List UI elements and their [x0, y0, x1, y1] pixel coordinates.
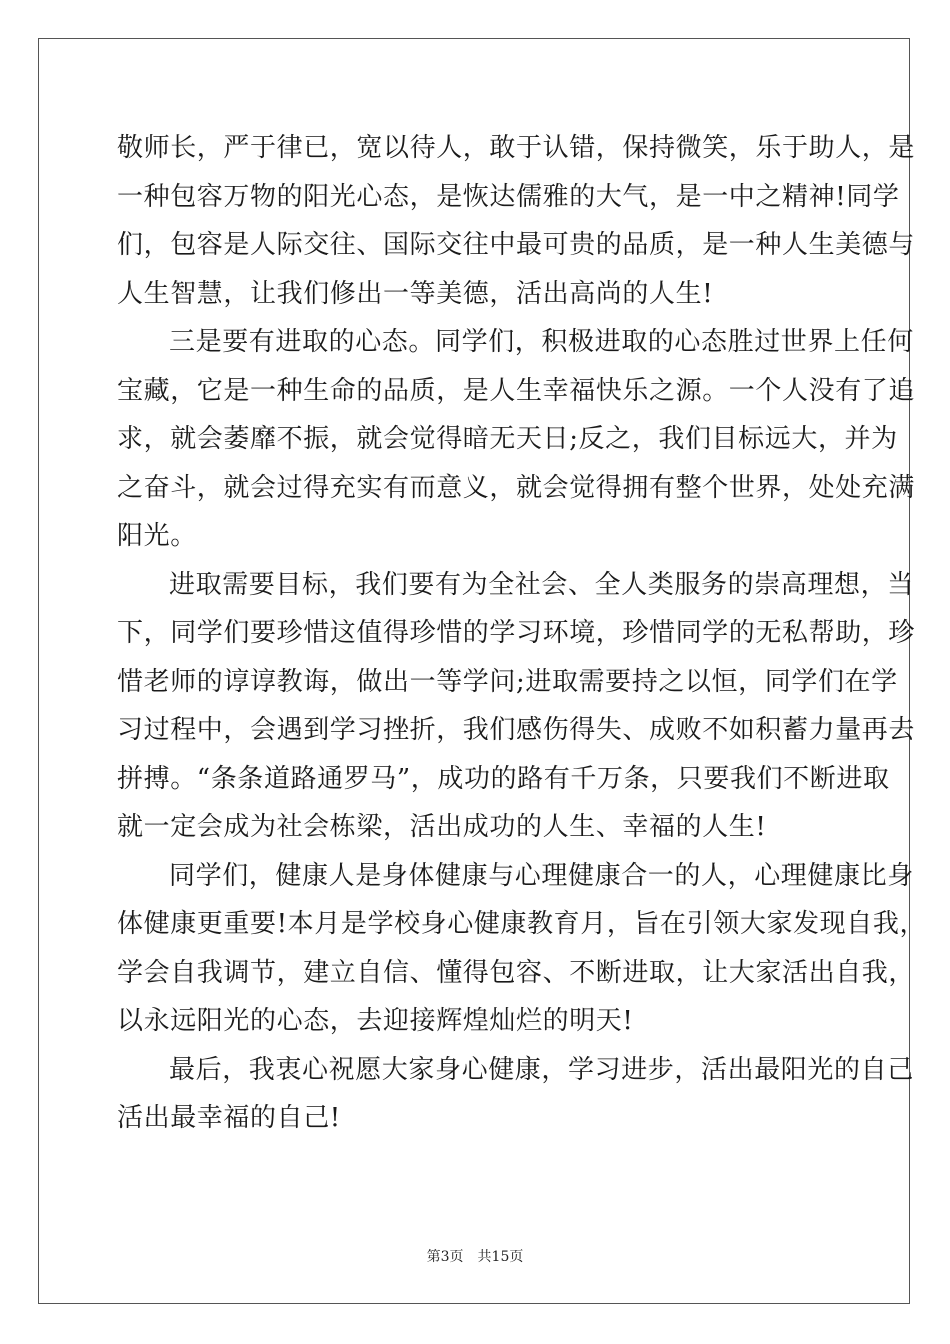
text-line: 习过程中，会遇到学习挫折，我们感伤得失、成败不如积蓄力量再去 — [117, 715, 916, 745]
text-line: 人生智慧，让我们修出一等美德，活出高尚的人生! — [117, 278, 714, 309]
page-number: 第3页 — [426, 1249, 464, 1265]
text-line: 活出最幸福的自己! — [117, 1103, 341, 1133]
paragraph — [117, 318, 916, 561]
text-line: 进取需要目标，我们要有为全社会、全人类服务的崇高理想，当 — [169, 569, 914, 600]
document-body — [117, 124, 927, 1143]
text-line: 宝藏，它是一种生命的品质，是人生幸福快乐之源。一个人没有了追 — [117, 375, 916, 406]
text-line: 阳光。 — [117, 521, 197, 551]
text-line: 学会自我调节，建立自信、懂得包容、不断进取，让大家活出自我， — [117, 957, 916, 988]
text-line: 同学们，健康人是身体健康与心理健康合一的人，心理健康比身 — [169, 860, 914, 891]
text-line: 三是要有进取的心态。同学们，积极进取的心态胜过世界上任何 — [169, 327, 914, 357]
text-line: 一种包容万物的阳光心态，是恢达儒雅的大气，是一中之精神!同学 — [117, 181, 900, 212]
paragraph — [117, 124, 916, 318]
paragraph — [117, 852, 927, 1046]
text-line: 以永远阳光的心态，去迎接辉煌灿烂的明天! — [117, 1006, 634, 1036]
text-line: 最后，我衷心祝愿大家身心健康，学习进步，活出最阳光的自己 — [169, 1054, 914, 1085]
page-footer — [0, 1246, 950, 1266]
page-total: 共15页 — [477, 1249, 524, 1265]
text-line: 体健康更重要!本月是学校身心健康教育月，旨在引领大家发现自我， — [117, 909, 927, 939]
text-line: 惜老师的谆谆教诲，做出一等学问;进取需要持之以恒，同学们在学 — [117, 666, 898, 697]
text-line: 之奋斗，就会过得充实有而意义，就会觉得拥有整个世界，处处充满 — [117, 472, 916, 503]
text-line: 拼搏。“条条道路通罗马”，成功的路有千万条，只要我们不断进取 — [117, 763, 890, 794]
paragraph — [117, 561, 916, 852]
paragraph — [117, 1046, 914, 1143]
text-line: 们，包容是人际交往、国际交往中最可贵的品质，是一种人生美德与 — [117, 230, 916, 260]
text-line: 敬师长，严于律已，宽以待人，敢于认错，保持微笑，乐于助人，是 — [117, 133, 916, 163]
text-line: 下，同学们要珍惜这值得珍惜的学习环境，珍惜同学的无私帮助，珍 — [117, 618, 916, 648]
text-line: 就一定会成为社会栋梁，活出成功的人生、幸福的人生! — [117, 812, 767, 842]
text-line: 求，就会萎靡不振，就会觉得暗无天日;反之，我们目标远大，并为 — [117, 424, 898, 454]
